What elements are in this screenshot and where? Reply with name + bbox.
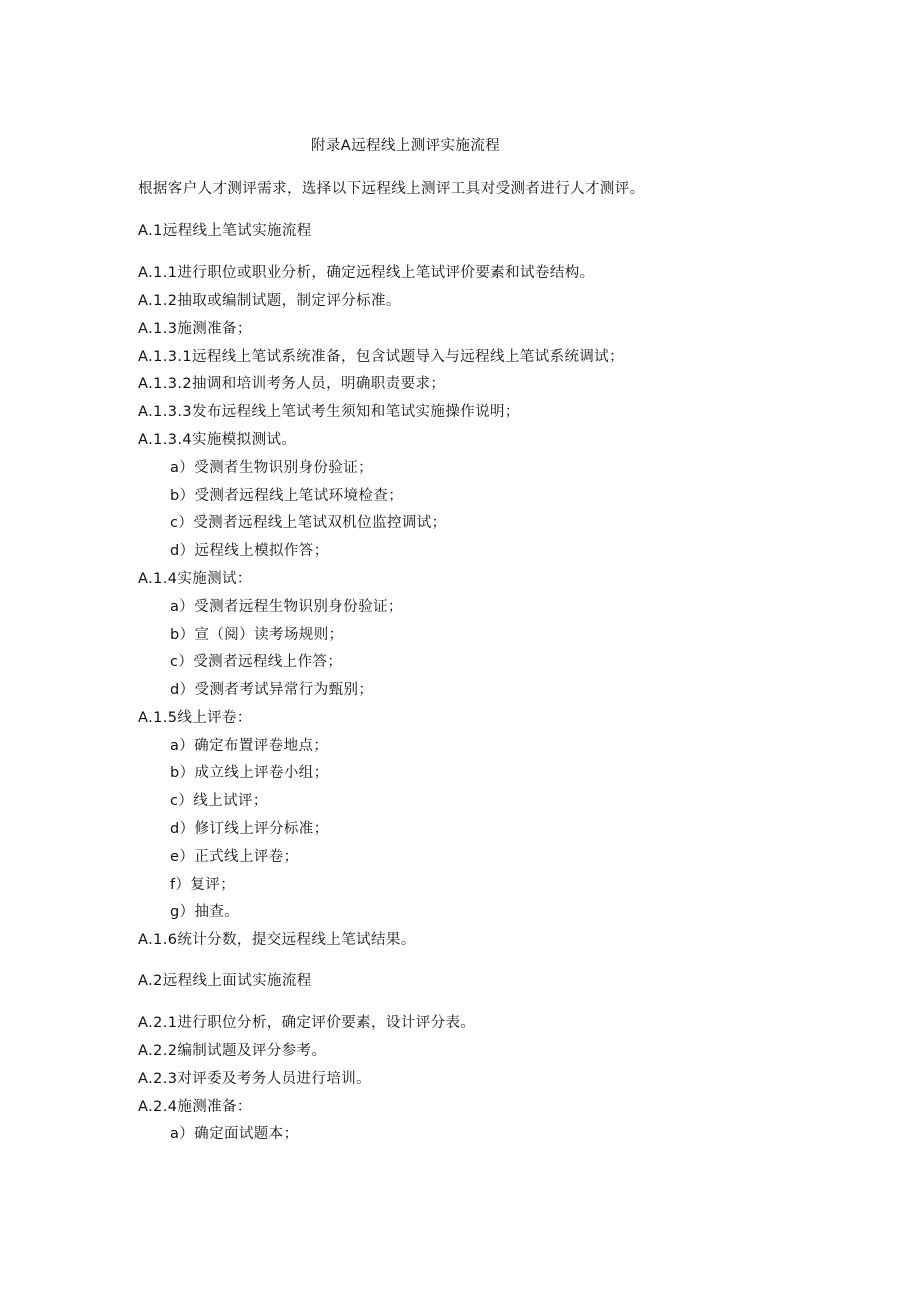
appendix-title: 附录A远程线上测评实施流程	[311, 138, 501, 154]
list-item: A.1.3施测准备；	[138, 321, 252, 337]
list-item: A.1.3.1远程线上笔试系统准备，包含试题导入与远程线上笔试系统调试；	[138, 349, 625, 365]
list-item: A.1.3.2抽调和培训考务人员，明确职责要求；	[138, 376, 446, 392]
sub-list-item: g）抽查。	[170, 904, 240, 920]
sub-list-item: c）受测者远程线上笔试双机位监控调试；	[170, 515, 447, 531]
list-item: A.2.3对评委及考务人员进行培训。	[138, 1071, 372, 1087]
sub-list-item: a）确定面试题本；	[170, 1126, 299, 1142]
sub-list-item: a）确定布置评卷地点；	[170, 738, 329, 754]
sub-list-item: f）复评；	[170, 877, 236, 893]
section-heading-a2: A.2远程线上面试实施流程	[138, 973, 312, 989]
list-item: A.1.2抽取或编制试题，制定评分标准。	[138, 293, 401, 309]
sub-list-item: c）受测者远程线上作答；	[170, 654, 343, 670]
sub-list-item: b）受测者远程线上笔试环境检查；	[170, 488, 404, 504]
list-item: A.1.4实施测试：	[138, 571, 252, 587]
list-item: A.1.5线上评卷：	[138, 710, 252, 726]
sub-list-item: b）成立线上评卷小组；	[170, 765, 329, 781]
sub-list-item: e）正式线上评卷；	[170, 849, 299, 865]
list-item: A.1.3.4实施模拟测试。	[138, 432, 297, 448]
sub-list-item: d）远程线上模拟作答；	[170, 543, 329, 559]
sub-list-item: a）受测者生物识别身份验证；	[170, 460, 373, 476]
sub-list-item: a）受测者远程生物识别身份验证；	[170, 599, 403, 615]
list-item: A.1.3.3发布远程线上笔试考生须知和笔试实施操作说明；	[138, 404, 520, 420]
sub-list-item: b）宣（阅）读考场规则；	[170, 627, 344, 643]
sub-list-item: d）修订线上评分标准；	[170, 821, 329, 837]
section-heading-a1: A.1远程线上笔试实施流程	[138, 223, 312, 239]
intro-paragraph: 根据客户人才测评需求，选择以下远程线上测评工具对受测者进行人才测评。	[138, 181, 645, 197]
list-item: A.2.2编制试题及评分参考。	[138, 1043, 327, 1059]
sub-list-item: d）受测者考试异常行为甄别；	[170, 682, 374, 698]
list-item: A.1.6统计分数，提交远程线上笔试结果。	[138, 932, 416, 948]
list-item: A.2.4施测准备：	[138, 1099, 252, 1115]
list-item: A.1.1进行职位或职业分析，确定远程线上笔试评价要素和试卷结构。	[138, 265, 595, 281]
sub-list-item: c）线上试评；	[170, 793, 268, 809]
list-item: A.2.1进行职位分析，确定评价要素，设计评分表。	[138, 1015, 476, 1031]
